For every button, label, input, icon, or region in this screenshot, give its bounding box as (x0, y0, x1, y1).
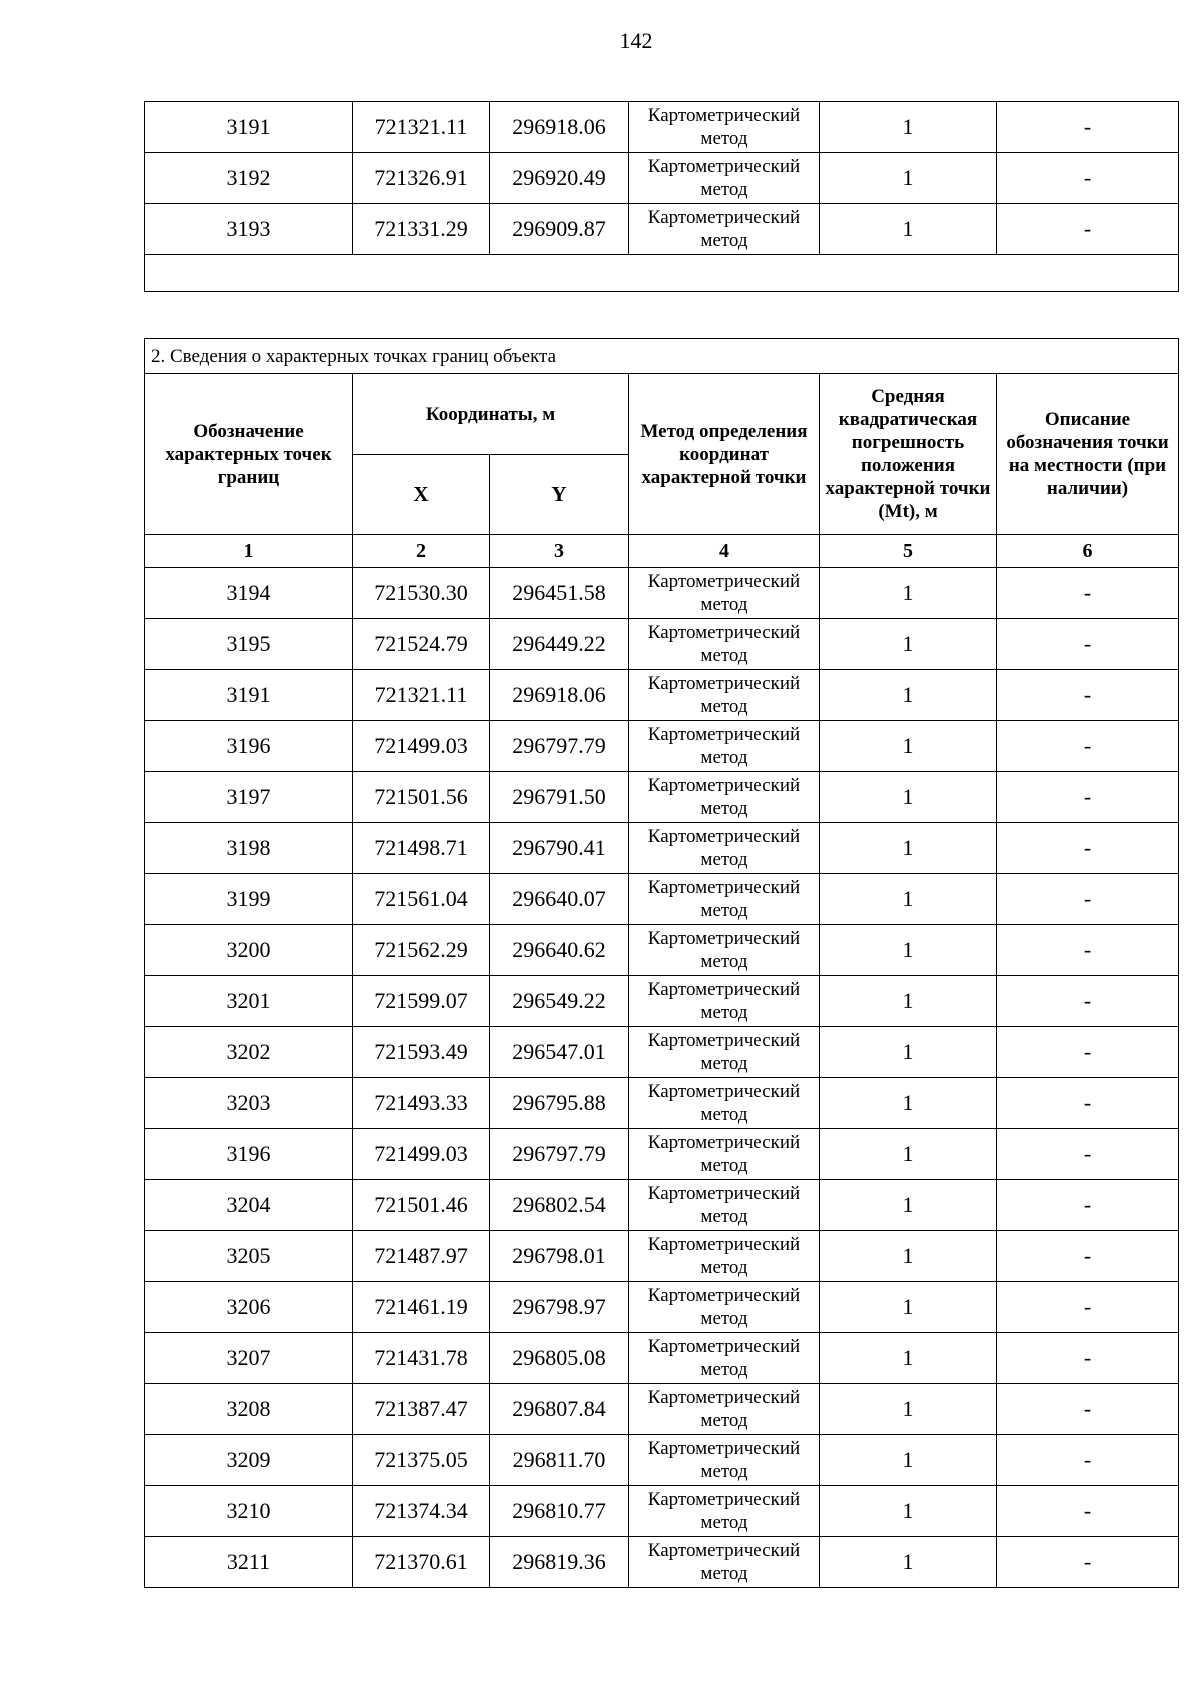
empty-row (145, 255, 1179, 292)
table-row (145, 1231, 1179, 1282)
coordinate-y: 296807.84 (490, 1384, 629, 1435)
table-row (145, 976, 1179, 1027)
continuation-table (144, 101, 1179, 292)
method-cell: Картометрический метод (629, 1231, 820, 1282)
method-cell: Картометрический метод (629, 925, 820, 976)
coordinate-y: 296797.79 (490, 721, 629, 772)
description-cell: - (997, 1078, 1179, 1129)
coordinate-y: 296790.41 (490, 823, 629, 874)
description-cell: - (997, 568, 1179, 619)
table-row (145, 1333, 1179, 1384)
coordinate-x: 721326.91 (353, 153, 490, 204)
column-number: 5 (820, 535, 997, 568)
description-cell: - (997, 1537, 1179, 1588)
table-row (145, 772, 1179, 823)
table-row (145, 1435, 1179, 1486)
header-x: X (353, 455, 490, 535)
boundary-points-table-body (145, 568, 1179, 1588)
page-number: 142 (619, 28, 653, 53)
error-cell: 1 (820, 823, 997, 874)
table-row (145, 568, 1179, 619)
description-cell: - (997, 1282, 1179, 1333)
error-cell: 1 (820, 1435, 997, 1486)
coordinate-x: 721331.29 (353, 204, 490, 255)
method-cell: Картометрический метод (629, 1384, 820, 1435)
header-description: Описание обозначения точки на местности (при наличии) (997, 374, 1179, 535)
coordinate-x: 721524.79 (353, 619, 490, 670)
column-number: 6 (997, 535, 1179, 568)
description-cell: - (997, 1231, 1179, 1282)
coordinate-y: 296909.87 (490, 204, 629, 255)
point-number: 3211 (145, 1537, 353, 1588)
table-row (145, 619, 1179, 670)
coordinate-y: 296811.70 (490, 1435, 629, 1486)
point-number: 3198 (145, 823, 353, 874)
table-row (145, 670, 1179, 721)
table-row (145, 1129, 1179, 1180)
coordinate-y: 296798.01 (490, 1231, 629, 1282)
description-cell: - (997, 976, 1179, 1027)
point-number: 3193 (145, 204, 353, 255)
error-cell: 1 (820, 721, 997, 772)
error-cell: 1 (820, 1333, 997, 1384)
coordinate-x: 721499.03 (353, 1129, 490, 1180)
coordinate-y: 296640.07 (490, 874, 629, 925)
coordinate-y: 296791.50 (490, 772, 629, 823)
error-cell: 1 (820, 568, 997, 619)
point-number: 3191 (145, 102, 353, 153)
coordinate-x: 721321.11 (353, 670, 490, 721)
error-cell: 1 (820, 670, 997, 721)
table-row (145, 1282, 1179, 1333)
point-number: 3206 (145, 1282, 353, 1333)
point-number: 3202 (145, 1027, 353, 1078)
point-number: 3208 (145, 1384, 353, 1435)
table-row (145, 204, 1179, 255)
coordinate-y: 296795.88 (490, 1078, 629, 1129)
point-number: 3205 (145, 1231, 353, 1282)
coordinate-y: 296549.22 (490, 976, 629, 1027)
coordinate-y: 296449.22 (490, 619, 629, 670)
error-cell: 1 (820, 204, 997, 255)
error-cell: 1 (820, 1384, 997, 1435)
coordinate-y: 296802.54 (490, 1180, 629, 1231)
description-cell: - (997, 823, 1179, 874)
coordinate-y: 296918.06 (490, 670, 629, 721)
error-cell: 1 (820, 925, 997, 976)
table-row (145, 1486, 1179, 1537)
point-number: 3197 (145, 772, 353, 823)
table-row (145, 1027, 1179, 1078)
method-cell: Картометрический метод (629, 1486, 820, 1537)
table-row (145, 823, 1179, 874)
error-cell: 1 (820, 1486, 997, 1537)
method-cell: Картометрический метод (629, 1078, 820, 1129)
coordinate-x: 721593.49 (353, 1027, 490, 1078)
method-cell: Картометрический метод (629, 1027, 820, 1078)
error-cell: 1 (820, 1180, 997, 1231)
method-cell: Картометрический метод (629, 874, 820, 925)
method-cell: Картометрический метод (629, 619, 820, 670)
method-cell: Картометрический метод (629, 1282, 820, 1333)
description-cell: - (997, 1129, 1179, 1180)
point-number: 3199 (145, 874, 353, 925)
column-number: 4 (629, 535, 820, 568)
point-number: 3191 (145, 670, 353, 721)
column-numbers-row (145, 535, 1179, 568)
coordinate-x: 721530.30 (353, 568, 490, 619)
table-row (145, 102, 1179, 153)
point-number: 3195 (145, 619, 353, 670)
table-row (145, 1384, 1179, 1435)
header-coordinates: Координаты, м (353, 374, 629, 455)
method-cell: Картометрический метод (629, 1333, 820, 1384)
empty-cell (145, 255, 1179, 292)
table-row (145, 153, 1179, 204)
coordinate-x: 721387.47 (353, 1384, 490, 1435)
description-cell: - (997, 153, 1179, 204)
coordinate-y: 296819.36 (490, 1537, 629, 1588)
header-method: Метод определения координат характерной точки (629, 374, 820, 535)
table-row (145, 1180, 1179, 1231)
error-cell: 1 (820, 619, 997, 670)
error-cell: 1 (820, 772, 997, 823)
coordinate-x: 721493.33 (353, 1078, 490, 1129)
coordinate-x: 721321.11 (353, 102, 490, 153)
error-cell: 1 (820, 1537, 997, 1588)
description-cell: - (997, 670, 1179, 721)
coordinate-x: 721461.19 (353, 1282, 490, 1333)
description-cell: - (997, 619, 1179, 670)
point-number: 3196 (145, 1129, 353, 1180)
coordinate-x: 721370.61 (353, 1537, 490, 1588)
error-cell: 1 (820, 1231, 997, 1282)
description-cell: - (997, 772, 1179, 823)
coordinate-y: 296798.97 (490, 1282, 629, 1333)
description-cell: - (997, 1027, 1179, 1078)
error-cell: 1 (820, 153, 997, 204)
coordinate-y: 296797.79 (490, 1129, 629, 1180)
method-cell: Картометрический метод (629, 102, 820, 153)
point-number: 3194 (145, 568, 353, 619)
boundary-points-table (144, 338, 1179, 1588)
coordinate-x: 721501.56 (353, 772, 490, 823)
method-cell: Картометрический метод (629, 568, 820, 619)
coordinate-x: 721562.29 (353, 925, 490, 976)
method-cell: Картометрический метод (629, 976, 820, 1027)
method-cell: Картометрический метод (629, 153, 820, 204)
method-cell: Картометрический метод (629, 1537, 820, 1588)
point-number: 3201 (145, 976, 353, 1027)
error-cell: 1 (820, 1282, 997, 1333)
point-number: 3207 (145, 1333, 353, 1384)
description-cell: - (997, 1180, 1179, 1231)
column-number: 3 (490, 535, 629, 568)
coordinate-y: 296640.62 (490, 925, 629, 976)
coordinate-x: 721561.04 (353, 874, 490, 925)
error-cell: 1 (820, 1078, 997, 1129)
coordinate-x: 721374.34 (353, 1486, 490, 1537)
column-number: 2 (353, 535, 490, 568)
error-cell: 1 (820, 102, 997, 153)
description-cell: - (997, 1486, 1179, 1537)
description-cell: - (997, 204, 1179, 255)
method-cell: Картометрический метод (629, 823, 820, 874)
table-row (145, 925, 1179, 976)
method-cell: Картометрический метод (629, 1180, 820, 1231)
header-y: Y (490, 455, 629, 535)
point-number: 3209 (145, 1435, 353, 1486)
coordinate-y: 296810.77 (490, 1486, 629, 1537)
description-cell: - (997, 1384, 1179, 1435)
header-error: Средняя квадратическая погрешность положения характерной точки (Mt), м (820, 374, 997, 535)
coordinate-x: 721501.46 (353, 1180, 490, 1231)
method-cell: Картометрический метод (629, 670, 820, 721)
coordinate-x: 721375.05 (353, 1435, 490, 1486)
column-number: 1 (145, 535, 353, 568)
error-cell: 1 (820, 1027, 997, 1078)
coordinate-y: 296451.58 (490, 568, 629, 619)
error-cell: 1 (820, 1129, 997, 1180)
coordinate-x: 721599.07 (353, 976, 490, 1027)
point-number: 3203 (145, 1078, 353, 1129)
description-cell: - (997, 1333, 1179, 1384)
table-row (145, 1537, 1179, 1588)
point-number: 3200 (145, 925, 353, 976)
coordinate-y: 296920.49 (490, 153, 629, 204)
description-cell: - (997, 721, 1179, 772)
point-number: 3204 (145, 1180, 353, 1231)
description-cell: - (997, 925, 1179, 976)
header-designation: Обозначение характерных точек границ (145, 374, 353, 535)
method-cell: Картометрический метод (629, 1435, 820, 1486)
point-number: 3196 (145, 721, 353, 772)
coordinate-y: 296805.08 (490, 1333, 629, 1384)
table-row (145, 721, 1179, 772)
method-cell: Картометрический метод (629, 772, 820, 823)
method-cell: Картометрический метод (629, 1129, 820, 1180)
description-cell: - (997, 1435, 1179, 1486)
error-cell: 1 (820, 874, 997, 925)
description-cell: - (997, 874, 1179, 925)
error-cell: 1 (820, 976, 997, 1027)
point-number: 3192 (145, 153, 353, 204)
description-cell: - (997, 102, 1179, 153)
continuation-table-body (145, 102, 1179, 255)
coordinate-y: 296918.06 (490, 102, 629, 153)
table-row (145, 1078, 1179, 1129)
coordinate-x: 721431.78 (353, 1333, 490, 1384)
method-cell: Картометрический метод (629, 204, 820, 255)
table-row (145, 874, 1179, 925)
point-number: 3210 (145, 1486, 353, 1537)
coordinate-x: 721487.97 (353, 1231, 490, 1282)
coordinate-y: 296547.01 (490, 1027, 629, 1078)
coordinate-x: 721498.71 (353, 823, 490, 874)
section-title: 2. Сведения о характерных точках границ объекта (145, 339, 1179, 374)
coordinate-x: 721499.03 (353, 721, 490, 772)
method-cell: Картометрический метод (629, 721, 820, 772)
